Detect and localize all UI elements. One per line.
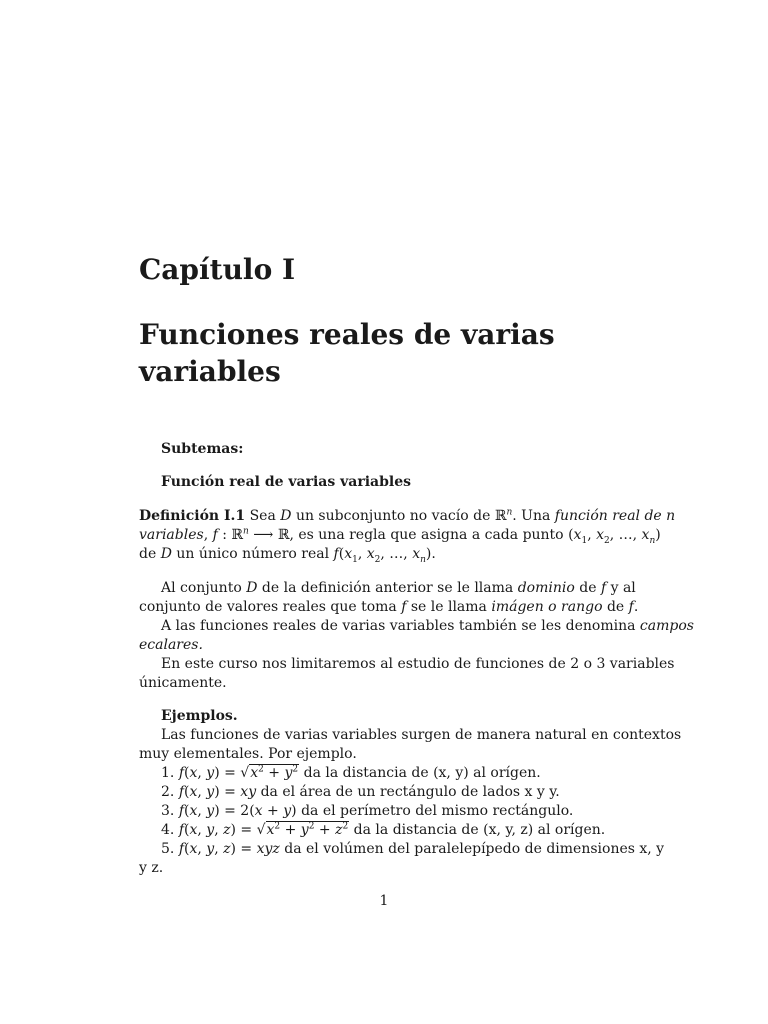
paragraph-1-line-1: Al conjunto D de la definición anterior se le llama dominio de f y al [161, 580, 636, 596]
page-number: 1 [379, 893, 389, 909]
paragraph-3-line-1: En este curso nos limitaremos al estudio de funciones de 2 o 3 variables [161, 656, 675, 672]
definition-line-1: Definición I.1 Sea D un subconjunto no vacío de ℝ$^n$. Una función real de n [139, 507, 676, 524]
definition-label: Definición I.1 [139, 508, 246, 524]
example-item-2: 2. f(x, y) = xy da el área de un rectángulo de lados x y y. [161, 784, 560, 800]
example-item-1: 1. f(x, $y) = √x^2 + y^2$ da la distancia de (x, y) al orígen. [161, 764, 541, 781]
chapter-heading: Capítulo I [139, 253, 296, 286]
example-item-5-continued: y z. [139, 860, 164, 876]
example-item-4: 4. f(x, y, $z) = √x^2 + y^2 + z^2$ da la distancia de (x, y, z) al orígen. [161, 821, 606, 838]
subtemas-label: Subtemas: [161, 441, 244, 457]
example-item-5: 5. f(x, y, z) = xyz da el volúmen del paralelepípedo de dimensiones x, y [161, 841, 665, 857]
examples-heading: Ejemplos. [161, 708, 238, 724]
paragraph-1-line-2: conjunto de valores reales que toma f se le llama imágen o rango de f. [139, 599, 639, 615]
paragraph-2-line-2: ecalares. [139, 637, 203, 653]
examples-intro-line-2: muy elementales. Por ejemplo. [139, 746, 357, 762]
chapter-title: Funciones reales de varias variables [139, 318, 555, 388]
definition-line-2: variables, f : ℝ$^n$ ⟶ ℝ, es una regla que asigna a cada punto ($x_1$, $x_2$, …, $x_n$) [139, 526, 661, 546]
example-item-3: 3. f(x, y) = 2(x + y) da el perímetro del mismo rectángulo. [161, 803, 574, 819]
paragraph-2-line-1: A las funciones reales de varias variables también se les denomina campos [161, 618, 694, 634]
section-title: Función real de varias variables [161, 474, 411, 490]
definition-line-3: de D un único número real $f(x_1$, $x_2$, …, $x_n$). [139, 546, 436, 565]
paragraph-3-line-2: únicamente. [139, 675, 227, 691]
examples-intro-line-1: Las funciones de varias variables surgen de manera natural en contextos [161, 727, 682, 743]
